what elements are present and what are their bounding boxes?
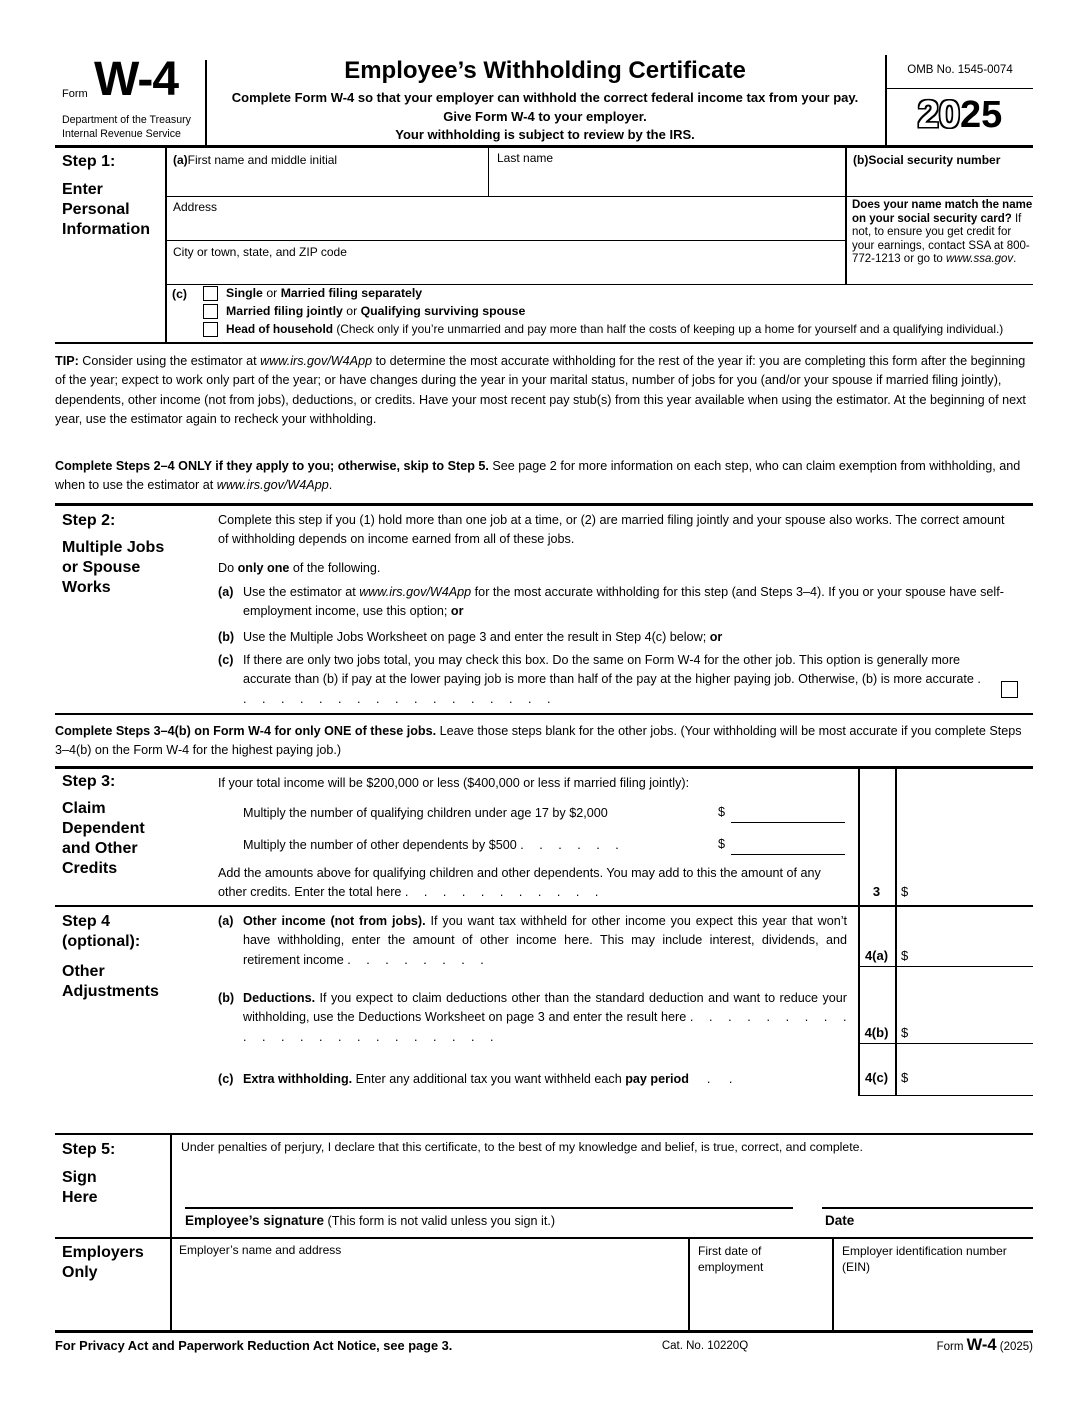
step4c-bold2: pay period <box>625 1072 689 1086</box>
step3-total-text: Add the amounts above for qualifying children and other dependents. You may add to this the amount of any other credits. Enter the total here <box>218 866 821 900</box>
step2b-text <box>243 628 1018 647</box>
steps24-note-bold: Complete Steps 2–4 ONLY if they apply to you; otherwise, skip to Step 5. <box>55 459 489 473</box>
step2b-tag: (b) <box>218 630 235 644</box>
step2c-body: If there are only two jobs total, you may check this box. Do the same on Form W-4 for the other job. This option is generally more accurate than (b) if pay at the lower paying job is more than half of the pay at the higher paying job. Otherwise, (b) is more accurate <box>243 653 978 687</box>
dept-treasury-label: Department of the Treasury <box>62 114 191 126</box>
steps34-note-plain: Leave those steps blank for the other jobs. (Your withholding will be most accurate if you complete Steps 3–4(b) on the Form W-4 for the highest paying job.) <box>55 724 1022 758</box>
checkbox-two-jobs[interactable] <box>1001 681 1018 698</box>
address-field[interactable]: Address <box>173 200 218 214</box>
employer-col-divider-2 <box>832 1237 834 1330</box>
step4c-dot-leader: . . <box>688 1072 733 1086</box>
step2-sublabel: Multiple Jobs or Spouse Works <box>62 539 165 596</box>
step4-sublabel: Other Adjustments <box>62 963 159 1000</box>
step1-bottom-rule <box>55 342 1033 344</box>
form-number-title: W-4 <box>94 53 179 106</box>
tax-year-suffix: 25 <box>960 94 1003 136</box>
checkbox-head-of-household[interactable] <box>203 322 218 337</box>
form-word-label: Form <box>62 88 88 100</box>
filing-option-2 <box>226 304 525 318</box>
header-instruction-3: Your withholding is subject to review by the IRS. <box>395 127 695 142</box>
omb-divider <box>886 88 1033 89</box>
steps34-note <box>55 722 1035 761</box>
employer-top-rule <box>55 1237 1033 1239</box>
header-instruction-1: Complete Form W-4 so that your employer can withhold the correct federal income tax from your pay. <box>231 90 859 105</box>
employer-col-divider-1 <box>688 1237 690 1330</box>
steps24-note <box>55 457 1035 496</box>
step4c-dollar-sign: $ <box>901 1070 909 1085</box>
step4b-box-number: 4(b) <box>864 1025 889 1040</box>
ssn-field[interactable] <box>853 151 1031 169</box>
step4a-amount-field[interactable] <box>910 946 1030 964</box>
footer-form-id <box>833 1336 1033 1355</box>
step3-total-amount-field[interactable] <box>910 884 1030 902</box>
ein-field[interactable]: Employer identification number (EIN) <box>842 1244 1007 1274</box>
step3-others-dot-leader: . . . . . . <box>520 838 620 852</box>
amount-box-divider-left <box>858 766 860 1096</box>
name-match-note <box>852 199 1034 267</box>
step4c-text <box>243 1070 853 1089</box>
address-row-bottom-rule <box>165 240 845 241</box>
irs-label: Internal Revenue Service <box>62 128 181 140</box>
omb-number: OMB No. 1545-0074 <box>907 64 1013 76</box>
checkbox-single-or-married-separately[interactable] <box>203 286 218 301</box>
step4c-amount-field[interactable] <box>910 1068 1030 1086</box>
step3-label: Step 3: <box>62 773 116 790</box>
step3-sublabel: Claim Dependent and Other Credits <box>62 800 145 877</box>
step4c-amount-rule <box>858 1095 1033 1096</box>
step3-total-dot-leader: . . . . . . . . . . . <box>404 885 599 900</box>
option2-bold2: Qualifying surviving spouse <box>360 304 526 318</box>
step4b-dot-leader: . . . . . . . . . . . . . . . . . . . . . . . <box>243 1010 848 1044</box>
tip-lead: TIP: <box>55 354 79 368</box>
step4a-amount-rule <box>858 966 1033 967</box>
step4a-dot-leader: . . . . . . . . <box>347 952 485 967</box>
tip-before-url: Consider using the estimator at <box>78 354 261 368</box>
step2-bottom-rule <box>55 713 1033 715</box>
step2a-or: or <box>450 604 464 619</box>
step3-dollar-sign: $ <box>901 884 909 899</box>
step2-intro: Complete this step if you (1) hold more than one job at a time, or (2) are married filing jointly and your spouse also works. The correct amount of withholding depends on income earned from all of these jobs. <box>218 513 1005 547</box>
tip-after-url: to determine the most accurate withholding for the rest of the year if: you are completing this form after the beginning of the year; expect to work only part of the year; or have changes during the year in your marital status, number of jobs for you (and/or your spouse if married filing jointly), dependents, other income (not from jobs), deductions, or credits. Have your most recent pay stub(s) from this year available when using the estimator. At the beginning of next year, use the estimator again to recheck your withholding. <box>55 354 1026 427</box>
step1-left-divider <box>165 145 167 342</box>
step4c-body: Enter any additional tax you want withheld each <box>352 1072 626 1086</box>
step2b-or: or <box>709 630 723 644</box>
ssn-label: Social security number <box>868 153 1001 167</box>
step2c-text <box>243 651 998 709</box>
step3-children-dollar-sign: $ <box>718 805 726 819</box>
step4b-bold: Deductions. <box>243 991 316 1005</box>
w4app-link-3: www.irs.gov/W4App <box>359 585 472 599</box>
step4a-tag: (a) <box>218 914 234 928</box>
first-name-tag: (a) <box>173 153 188 167</box>
footer-form-year: (2025) <box>996 1341 1033 1353</box>
step2a-tag: (a) <box>218 585 234 599</box>
steps24-note-end: . <box>328 478 333 493</box>
tax-year-prefix: 20 <box>917 94 960 136</box>
first-name-label: First name and middle initial <box>187 153 338 167</box>
name-match-period: . <box>1013 253 1017 266</box>
step2-top-rule <box>55 503 1033 506</box>
perjury-declaration: Under penalties of perjury, I declare that this certificate, to the best of my knowledge and belief, is true, correct, and complete. <box>181 1140 863 1154</box>
step4b-text <box>243 989 847 1047</box>
step5-left-divider <box>170 1133 172 1330</box>
name-match-body: If not, to ensure you get credit for your earnings, contact SSA at 800-772-1213 or go to <box>852 212 1030 266</box>
footer-form-number: W-4 <box>966 1336 997 1354</box>
option2-bold1: Married filing jointly <box>226 304 343 318</box>
ssn-tag: (b) <box>853 153 869 167</box>
date-field[interactable] <box>822 1185 1033 1207</box>
name-cell-divider <box>488 145 489 196</box>
step2a-text <box>243 583 1018 622</box>
header-instruction-2: Give Form W-4 to your employer. <box>443 109 647 124</box>
do-bold: only one <box>237 561 290 575</box>
footer-form-word: Form <box>936 1341 967 1353</box>
amount-box-divider-right <box>895 766 897 1096</box>
w4app-link-2: www.irs.gov/W4App <box>216 478 329 493</box>
signature-caption <box>185 1213 805 1228</box>
step3-children-amount-field[interactable] <box>731 822 845 823</box>
filing-option-3 <box>226 322 1032 336</box>
step4c-box-number: 4(c) <box>864 1070 889 1085</box>
step3-others-line <box>243 836 713 855</box>
step2b-body: Use the Multiple Jobs Worksheet on page 3 and enter the result in Step 4(c) below; <box>243 630 710 644</box>
option1-or: or <box>262 286 281 300</box>
signature-caption-plain: (This form is not valid unless you sign it.) <box>324 1214 556 1228</box>
step5-top-rule <box>55 1133 1033 1135</box>
catalog-number: Cat. No. 10220Q <box>661 1340 749 1352</box>
do-post: of the following. <box>289 561 381 575</box>
option3-rest: (Check only if you’re unmarried and pay more than half the costs of keeping up a home for yourself and a qualifying individual.) <box>333 322 1004 336</box>
step2c-tag: (c) <box>218 653 234 667</box>
option2-or: or <box>342 304 361 318</box>
step2-do-line <box>218 559 380 578</box>
privacy-act-notice: For Privacy Act and Paperwork Reduction Act Notice, see page 3. <box>55 1338 453 1353</box>
step5-sublabel: Sign Here <box>62 1169 98 1206</box>
employer-name-address-field[interactable]: Employer’s name and address <box>179 1243 342 1257</box>
step3-top-rule <box>55 766 1033 769</box>
step4b-dollar-sign: $ <box>901 1025 909 1040</box>
last-name-field[interactable]: Last name <box>497 151 554 165</box>
steps24-note-plain: See page 2 for more information on each step, who can claim exemption from withholding, and when to use the estimator at <box>55 459 1021 493</box>
option3-bold: Head of household <box>226 322 334 336</box>
step4a-text <box>243 912 847 970</box>
step4b-amount-rule <box>858 1043 1033 1044</box>
step1-sublabel: Enter Personal Information <box>62 181 150 238</box>
checkbox-married-filing-jointly[interactable] <box>203 304 218 319</box>
step4a-body: If you want tax withheld for other income you expect this year that won’t have withholding, enter the amount of other income here. This may include interest, dividends, and retirement income <box>243 914 847 967</box>
first-date-of-employment-field[interactable]: First date of employment <box>698 1244 764 1274</box>
step3-intro: If your total income will be $200,000 or less ($400,000 or less if married filing jointly): <box>218 776 690 790</box>
step2a-mid: for the most accurate withholding for this step (and Steps 3–4). If you or your spouse have self-employment income, use this option; <box>243 585 1004 619</box>
signature-field[interactable] <box>185 1185 793 1207</box>
step4c-tag: (c) <box>218 1072 234 1086</box>
employers-only-label: Employers Only <box>62 1244 144 1281</box>
ssn-cell-divider <box>845 145 847 285</box>
date-caption: Date <box>825 1213 855 1228</box>
date-rule <box>822 1207 1033 1209</box>
step5-label: Step 5: <box>62 1141 116 1158</box>
step2-label: Step 2: <box>62 512 116 529</box>
signature-caption-bold: Employee’s signature <box>185 1213 325 1228</box>
name-match-question: Does your name match the name on your social security card? <box>852 199 1033 225</box>
step3-bottom-rule <box>55 905 1033 907</box>
steps34-note-bold: Complete Steps 3–4(b) on Form W-4 for only ONE of these jobs. <box>55 724 437 738</box>
ssa-gov-link: www.ssa.gov <box>946 253 1014 266</box>
page-bottom-rule <box>55 1330 1033 1333</box>
step4b-amount-field[interactable] <box>910 1023 1030 1041</box>
do-pre: Do <box>218 561 238 575</box>
step3-others-text: Multiply the number of other dependents by $500 <box>243 838 521 852</box>
step4a-box-number: 4(a) <box>864 948 889 963</box>
w4app-link: www.irs.gov/W4App <box>260 354 373 368</box>
tip-paragraph <box>55 352 1035 430</box>
step3-total-line <box>218 864 850 903</box>
city-state-zip-field[interactable]: City or town, state, and ZIP code <box>173 245 347 259</box>
first-name-field[interactable] <box>173 151 473 169</box>
option1-bold1: Single <box>226 286 263 300</box>
step3-others-amount-field[interactable] <box>731 854 845 855</box>
step3-box-number: 3 <box>872 884 881 899</box>
step4b-body: If you expect to claim deductions other than the standard deduction and want to reduce your withholding, use the Deductions Worksheet on page 3 and enter the result here <box>243 991 847 1025</box>
step4-label: Step 4 (optional): <box>62 913 141 950</box>
step2a-pre: Use the estimator at <box>243 585 360 599</box>
header-bottom-rule <box>55 145 1033 148</box>
signature-rule <box>185 1207 793 1209</box>
filing-option-1 <box>226 286 422 300</box>
step4b-tag: (b) <box>218 991 235 1005</box>
name-row-bottom-rule <box>165 196 1033 197</box>
step3-children-line: Multiply the number of qualifying children under age 17 by $2,000 <box>243 806 608 820</box>
step4a-bold: Other income (not from jobs). <box>243 914 426 928</box>
step4c-bold: Extra withholding. <box>243 1072 353 1086</box>
tax-year <box>887 94 1033 137</box>
step1-label: Step 1: <box>62 153 116 170</box>
step3-others-dollar-sign: $ <box>718 837 726 851</box>
filing-status-tag: (c) <box>172 287 188 301</box>
page-title: Employee’s Withholding Certificate <box>344 57 746 84</box>
step2c-dot-leader: . . . . . . . . . . . . . . . . . . <box>243 672 982 706</box>
option1-bold2: Married filing separately <box>280 286 423 300</box>
step4a-dollar-sign: $ <box>901 948 909 963</box>
